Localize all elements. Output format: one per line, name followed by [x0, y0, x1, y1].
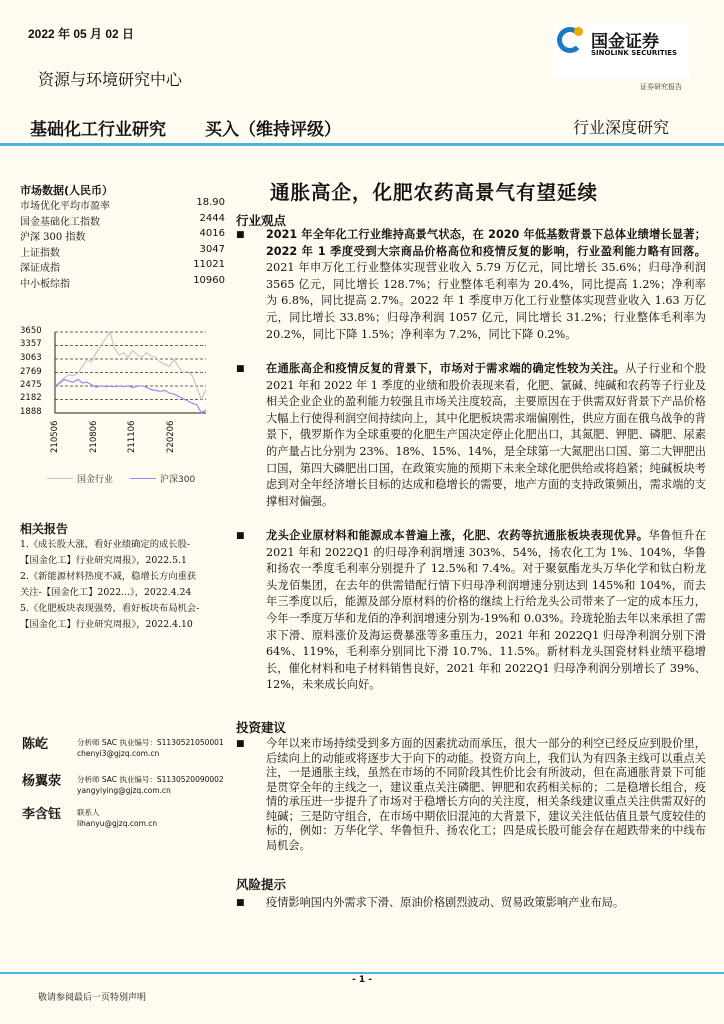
bullet-point: ■ 今年以来市场持续受到多方面的因素扰动而承压，很大一部分的利空已经反应到股价里，后续向上的动能或将逐步大于向下的动能。投资方向上，我们认为有四条主线可以重点关注，一是通胀主线，虽然在市场的不同阶段其性价比会有所波动，但在高通胀背景下可能是贯穿全年的主线之一，建议重点关注磷肥、钾肥和农药相关标的；二是稳增长组合，疫情的承压进一步提升了市场对于稳增长方向的关注度，相关条线建议重点关注供需双好的纯碱；三是防守组合，在市场中期依旧混沌的大背景下，建议关注低估值且景气度较佳的标的，例如：万华化学、华鲁恒升、扬农化工；四是成长股可能会存在超跌带来的中线布局机会。: [236, 737, 706, 852]
rating-label: 买入（维持评级）: [205, 120, 341, 140]
y-tick-label: 1888: [20, 407, 42, 417]
market-data-label: 市场优化平均市盈率: [20, 201, 110, 212]
legend-item-hs300: [130, 472, 195, 485]
market-data-row: [20, 197, 225, 212]
market-data-row: [20, 244, 225, 259]
bullet-square-icon: ■: [236, 531, 245, 541]
analyst-email[interactable]: chenyi3@gjzq.com.cn: [77, 749, 160, 758]
contact-name: 李含钰: [22, 807, 62, 822]
related-report-link[interactable]: 2.《新能源材料热度不减，稳增长方向重获 关注-【国金化工】2022...》，2022.4.24: [20, 571, 197, 598]
related-report-link[interactable]: 5.《化肥板块表现强势，看好板块布局机会- 【国金化工】行业研究周报》，2022.4.10: [20, 603, 200, 630]
y-tick-label: 3650: [20, 326, 42, 336]
market-data-value: 10960: [193, 274, 225, 286]
series-line-1: [55, 379, 206, 413]
related-report-link[interactable]: 1.《成长股大涨，看好业绩确定的成长股- 【国金化工】行业研究周报》，2022.5.1: [20, 539, 191, 566]
analyst-info: 分析师 SAC 执业编号：S1130520090002 yangyiying@gjzq.com.cn: [77, 775, 224, 795]
x-tick-label: 210506: [50, 420, 60, 453]
header-divider: [0, 143, 724, 146]
market-data-row: [20, 213, 225, 228]
bullet-point: ■ 龙头企业原材料和能源成本普遍上涨，化肥、农药等抗通胀板块表现优异。华鲁恒升在 2021 年和 2022Q1 的归母净利润增速 303%、54%，扬农化工为 1%、104%，华鲁和扬农一季度毛利率分别提升了 12.5%和 7.4%。对于聚氨酯龙头万华化学和钛白粉龙头龙佰集团，在去年的供需错配行情下归母净利润增速分别达到 145%和 104%，而去年三季度以后，能源及部分原材料的价格的继续上行给龙头公司带来了一定的成本压力，今年一季度万华和龙佰的净利润增速分别为-19%和 0.03%。玲珑轮胎去年以来承担了需求下滑、原料涨价及海运费暴涨等多重压力，2021 年和 2022Q1 归母净利润分别下滑 64%、119%，毛利率分别同比下滑 10.7%、11.5%。新材料龙头国瓷材料业绩平稳增长，催化材料和电子材料销售良好，2021 年和 2022Q1 归母净利润分别增长了 39%、12%，未来成长向好。: [236, 528, 706, 694]
market-data-title: 市场数据(人民币）: [20, 184, 114, 197]
market-data-label: 国金基础化工指数: [20, 216, 100, 228]
bullet-point: ■ 在通胀高企和疫情反复的背景下，市场对于需求端的确定性较为关注。从子行业和个股 2021 年和 2022 年 1 季度的业绩和股价表现来看，化肥、氯碱、纯碱和农药等子行业及相关企业企业的盈利能力较强且市场关注度较高，主要原因在于供需双好背景下产品价格大幅上行使得利润空间持续向上，其中化肥板块需求端偏刚性，供应方面在俄乌战争的背景下，俄罗斯作为全球重要的化肥生产国决定停止化肥出口，其氮肥、钾肥、磷肥、尿素的产量占比分别为 23%、18%、15%、14%，是全球第一大氮肥出口国、第二大钾肥出口国，第四大磷肥出口国，在政策实施的预期下未来全球化肥供给或将趋紧；纯碱板块考虑到对全年经济增长目标的达成和稳增长的需要，地产方面的支持政策频出，需求端的支撑相对偏强。: [236, 361, 706, 510]
market-data-row: [20, 259, 225, 274]
market-data-label: 中小板综指: [20, 278, 70, 290]
company-logo: [553, 23, 689, 78]
market-data-value: 11021: [193, 259, 225, 270]
y-tick-label: 2475: [20, 380, 42, 390]
x-tick-label: 210806: [88, 420, 99, 453]
analyst-name: 杨翼荥: [22, 774, 62, 789]
bullet-square-icon: ■: [236, 739, 245, 749]
market-data-row: [20, 275, 225, 290]
series-line-0: [55, 332, 206, 400]
market-data-label: 深证成指: [20, 263, 60, 274]
logo-dot-icon: [574, 27, 583, 36]
analyst-name: 陈屹: [22, 737, 49, 752]
contact-info: 联系人 lihanyu@gjzq.com.cn: [77, 808, 158, 828]
y-tick-label: 3357: [20, 339, 42, 350]
related-reports-title: 相关报告: [20, 522, 69, 536]
research-center: 资源与环境研究中心: [38, 70, 183, 89]
market-data-row: [20, 228, 225, 243]
logo-en: SINOLINK SECURITIES: [591, 49, 678, 57]
report-date: 2022 年 05 月 02 日: [28, 27, 135, 41]
bullet-point: ■ 2021 年全年化工行业维持高景气状态，在 2020 年低基数背景下总体业绩增长显著；2022 年 1 季度受到大宗商品价格高位和疫情反复的影响，行业盈利能力略有回落。2021 年申万化工行业整体实现营业收入 5.79 万亿元，同比增长 35.6%；归母净利润 3565 亿元，同比增长 128.7%；行业整体毛利率为 20.4%，同比提高 1.2%；净利率为 6.8%，同比提高 2.7%。2022 年 1 季度申万化工行业整体实现营业收入 1.63 万亿元，同比增长 33.8%；归母净利润 1057 亿元，同比增长 31.2%；行业整体毛利率为 20.2%，同比下降 1.5%；净利率为 7.2%，同比下降 0.2%。: [236, 227, 706, 343]
legend-label: 沪深300: [160, 475, 196, 485]
bullet-square-icon: ■: [236, 898, 245, 908]
market-data-label: 沪深 300 指数: [20, 232, 86, 243]
y-tick-label: 2182: [20, 393, 42, 404]
logo-cn: 国金证券: [591, 32, 659, 52]
bullet-point: ■ 疫情影响国内外需求下滑、原油价格剧烈波动、贸易政策影响产业布局。: [236, 895, 706, 912]
legend-swatch: [130, 478, 156, 480]
x-tick-label: 220206: [165, 420, 176, 453]
section-heading: 风险提示: [236, 877, 287, 892]
section-heading: 行业观点: [236, 213, 287, 228]
logo-subtitle: 证券研究报告: [640, 83, 682, 91]
legend-swatch: [47, 478, 73, 480]
market-data-value: 3047: [199, 243, 225, 255]
contact-email[interactable]: lihanyu@gjzq.com.cn: [77, 819, 158, 828]
analyst-info: 分析师 SAC 执业编号：S1130521050001 chenyi3@gjzq.com.cn: [77, 738, 224, 758]
analyst-email[interactable]: yangyiying@gjzq.com.cn: [77, 786, 171, 795]
bullet-square-icon: ■: [236, 364, 245, 374]
legend-item-industry: [47, 472, 113, 485]
page-number: - 1 -: [352, 975, 372, 985]
footer-divider: [0, 972, 724, 974]
x-tick-label: 211106: [127, 420, 137, 453]
y-tick-label: 2769: [20, 366, 42, 377]
document-title: 通胀高企，化肥农药高景气有望延续: [270, 181, 599, 204]
market-data-label: 上证指数: [20, 247, 60, 259]
market-data-value: 4016: [199, 228, 225, 239]
market-data-value: 18.90: [196, 197, 225, 208]
industry-label: 基础化工行业研究: [30, 120, 166, 140]
report-type: 行业深度研究: [573, 118, 670, 137]
legend-label: 国金行业: [77, 475, 114, 485]
footer-note: 敬请参阅最后一页特别声明: [38, 993, 147, 1003]
market-data-value: 2444: [199, 212, 225, 224]
bullet-square-icon: ■: [236, 230, 245, 240]
y-tick-label: 3063: [20, 352, 42, 363]
section-heading: 投资建议: [236, 720, 287, 735]
